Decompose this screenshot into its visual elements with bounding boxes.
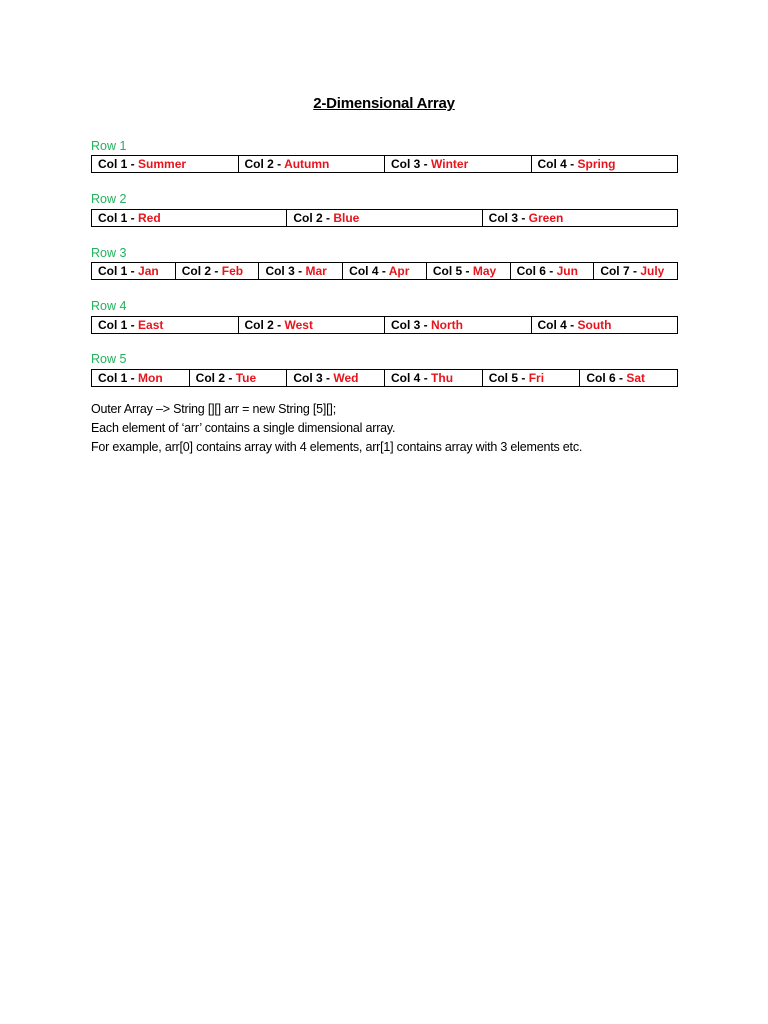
array-cell: [92, 156, 238, 172]
row-label: Row 5: [91, 352, 127, 366]
note-line-3: For example, arr[0] contains array with 4 elements, arr[1] contains array with 3 elements etc.: [91, 440, 583, 454]
array-cell: [579, 370, 677, 386]
cell-index: Col 2 -: [181, 264, 222, 278]
array-cell: [531, 317, 678, 333]
cell-value: Summer: [138, 157, 187, 171]
row-label: Row 3: [91, 246, 127, 260]
array-cell: [92, 210, 286, 226]
array-cell: [286, 370, 384, 386]
cell-index: Col 6 -: [586, 371, 627, 385]
array-cell: [384, 370, 482, 386]
array-cell: [531, 156, 678, 172]
cell-value: East: [138, 318, 164, 332]
cell-index: Col 3 -: [265, 264, 306, 278]
array-cell: [189, 370, 287, 386]
array-row-table: [91, 155, 678, 173]
cell-value: Apr: [388, 264, 410, 278]
array-row-table: [91, 369, 678, 387]
array-row-table: [91, 262, 678, 280]
cell-value: Feb: [221, 264, 244, 278]
array-cell: [384, 317, 531, 333]
cell-value: North: [431, 318, 464, 332]
cell-index: Col 3 -: [391, 157, 432, 171]
cell-index: Col 5 -: [432, 264, 473, 278]
cell-index: Col 3 -: [293, 371, 334, 385]
cell-value: Blue: [333, 211, 360, 225]
cell-index: Col 5 -: [488, 371, 529, 385]
array-cell: [175, 263, 259, 279]
cell-value: Mar: [305, 264, 327, 278]
cell-value: Sat: [626, 371, 646, 385]
cell-index: Col 4 -: [391, 371, 432, 385]
cell-value: West: [284, 318, 313, 332]
array-cell: [238, 317, 385, 333]
cell-value: Fri: [528, 371, 545, 385]
cell-value: Red: [138, 211, 161, 225]
cell-value: July: [640, 264, 665, 278]
cell-value: May: [472, 264, 497, 278]
array-cell: [593, 263, 677, 279]
array-cell: [510, 263, 594, 279]
array-row-table: [91, 209, 678, 227]
cell-value: Autumn: [284, 157, 330, 171]
array-cell: [92, 370, 189, 386]
page-title: 2-Dimensional Array: [313, 95, 455, 112]
array-cell: [384, 156, 531, 172]
row-label: Row 1: [91, 139, 127, 153]
row-label: Row 2: [91, 192, 127, 206]
array-cell: [258, 263, 342, 279]
cell-index: Col 3 -: [488, 211, 529, 225]
cell-index: Col 1 -: [98, 318, 139, 332]
cell-value: Jan: [138, 264, 159, 278]
cell-index: Col 2 -: [244, 157, 285, 171]
cell-index: Col 4 -: [537, 318, 578, 332]
cell-index: Col 2 -: [244, 318, 285, 332]
array-cell: [92, 263, 175, 279]
array-cell: [482, 370, 580, 386]
array-cell: [482, 210, 677, 226]
cell-index: Col 1 -: [98, 264, 139, 278]
array-cell: [342, 263, 426, 279]
cell-index: Col 4 -: [537, 157, 578, 171]
cell-value: Tue: [235, 371, 257, 385]
row-label: Row 4: [91, 299, 127, 313]
cell-value: Green: [528, 211, 564, 225]
array-row-table: [91, 316, 678, 334]
cell-index: Col 1 -: [98, 157, 139, 171]
cell-value: Jun: [556, 264, 578, 278]
cell-index: Col 1 -: [98, 371, 139, 385]
cell-value: Mon: [138, 371, 163, 385]
cell-value: Thu: [431, 371, 454, 385]
cell-index: Col 3 -: [391, 318, 432, 332]
array-cell: [238, 156, 385, 172]
cell-index: Col 1 -: [98, 211, 139, 225]
cell-index: Col 7 -: [600, 264, 641, 278]
array-cell: [92, 317, 238, 333]
cell-index: Col 4 -: [349, 264, 389, 278]
cell-index: Col 6 -: [516, 264, 557, 278]
note-line-1: Outer Array –> String [][] arr = new String [5][];: [91, 402, 336, 416]
cell-value: South: [577, 318, 612, 332]
cell-value: Spring: [577, 157, 616, 171]
array-cell: [426, 263, 510, 279]
cell-value: Wed: [333, 371, 359, 385]
note-line-2: Each element of ‘arr’ contains a single dimensional array.: [91, 421, 396, 435]
cell-value: Winter: [431, 157, 469, 171]
array-cell: [286, 210, 481, 226]
cell-index: Col 2 -: [195, 371, 236, 385]
cell-index: Col 2 -: [293, 211, 334, 225]
